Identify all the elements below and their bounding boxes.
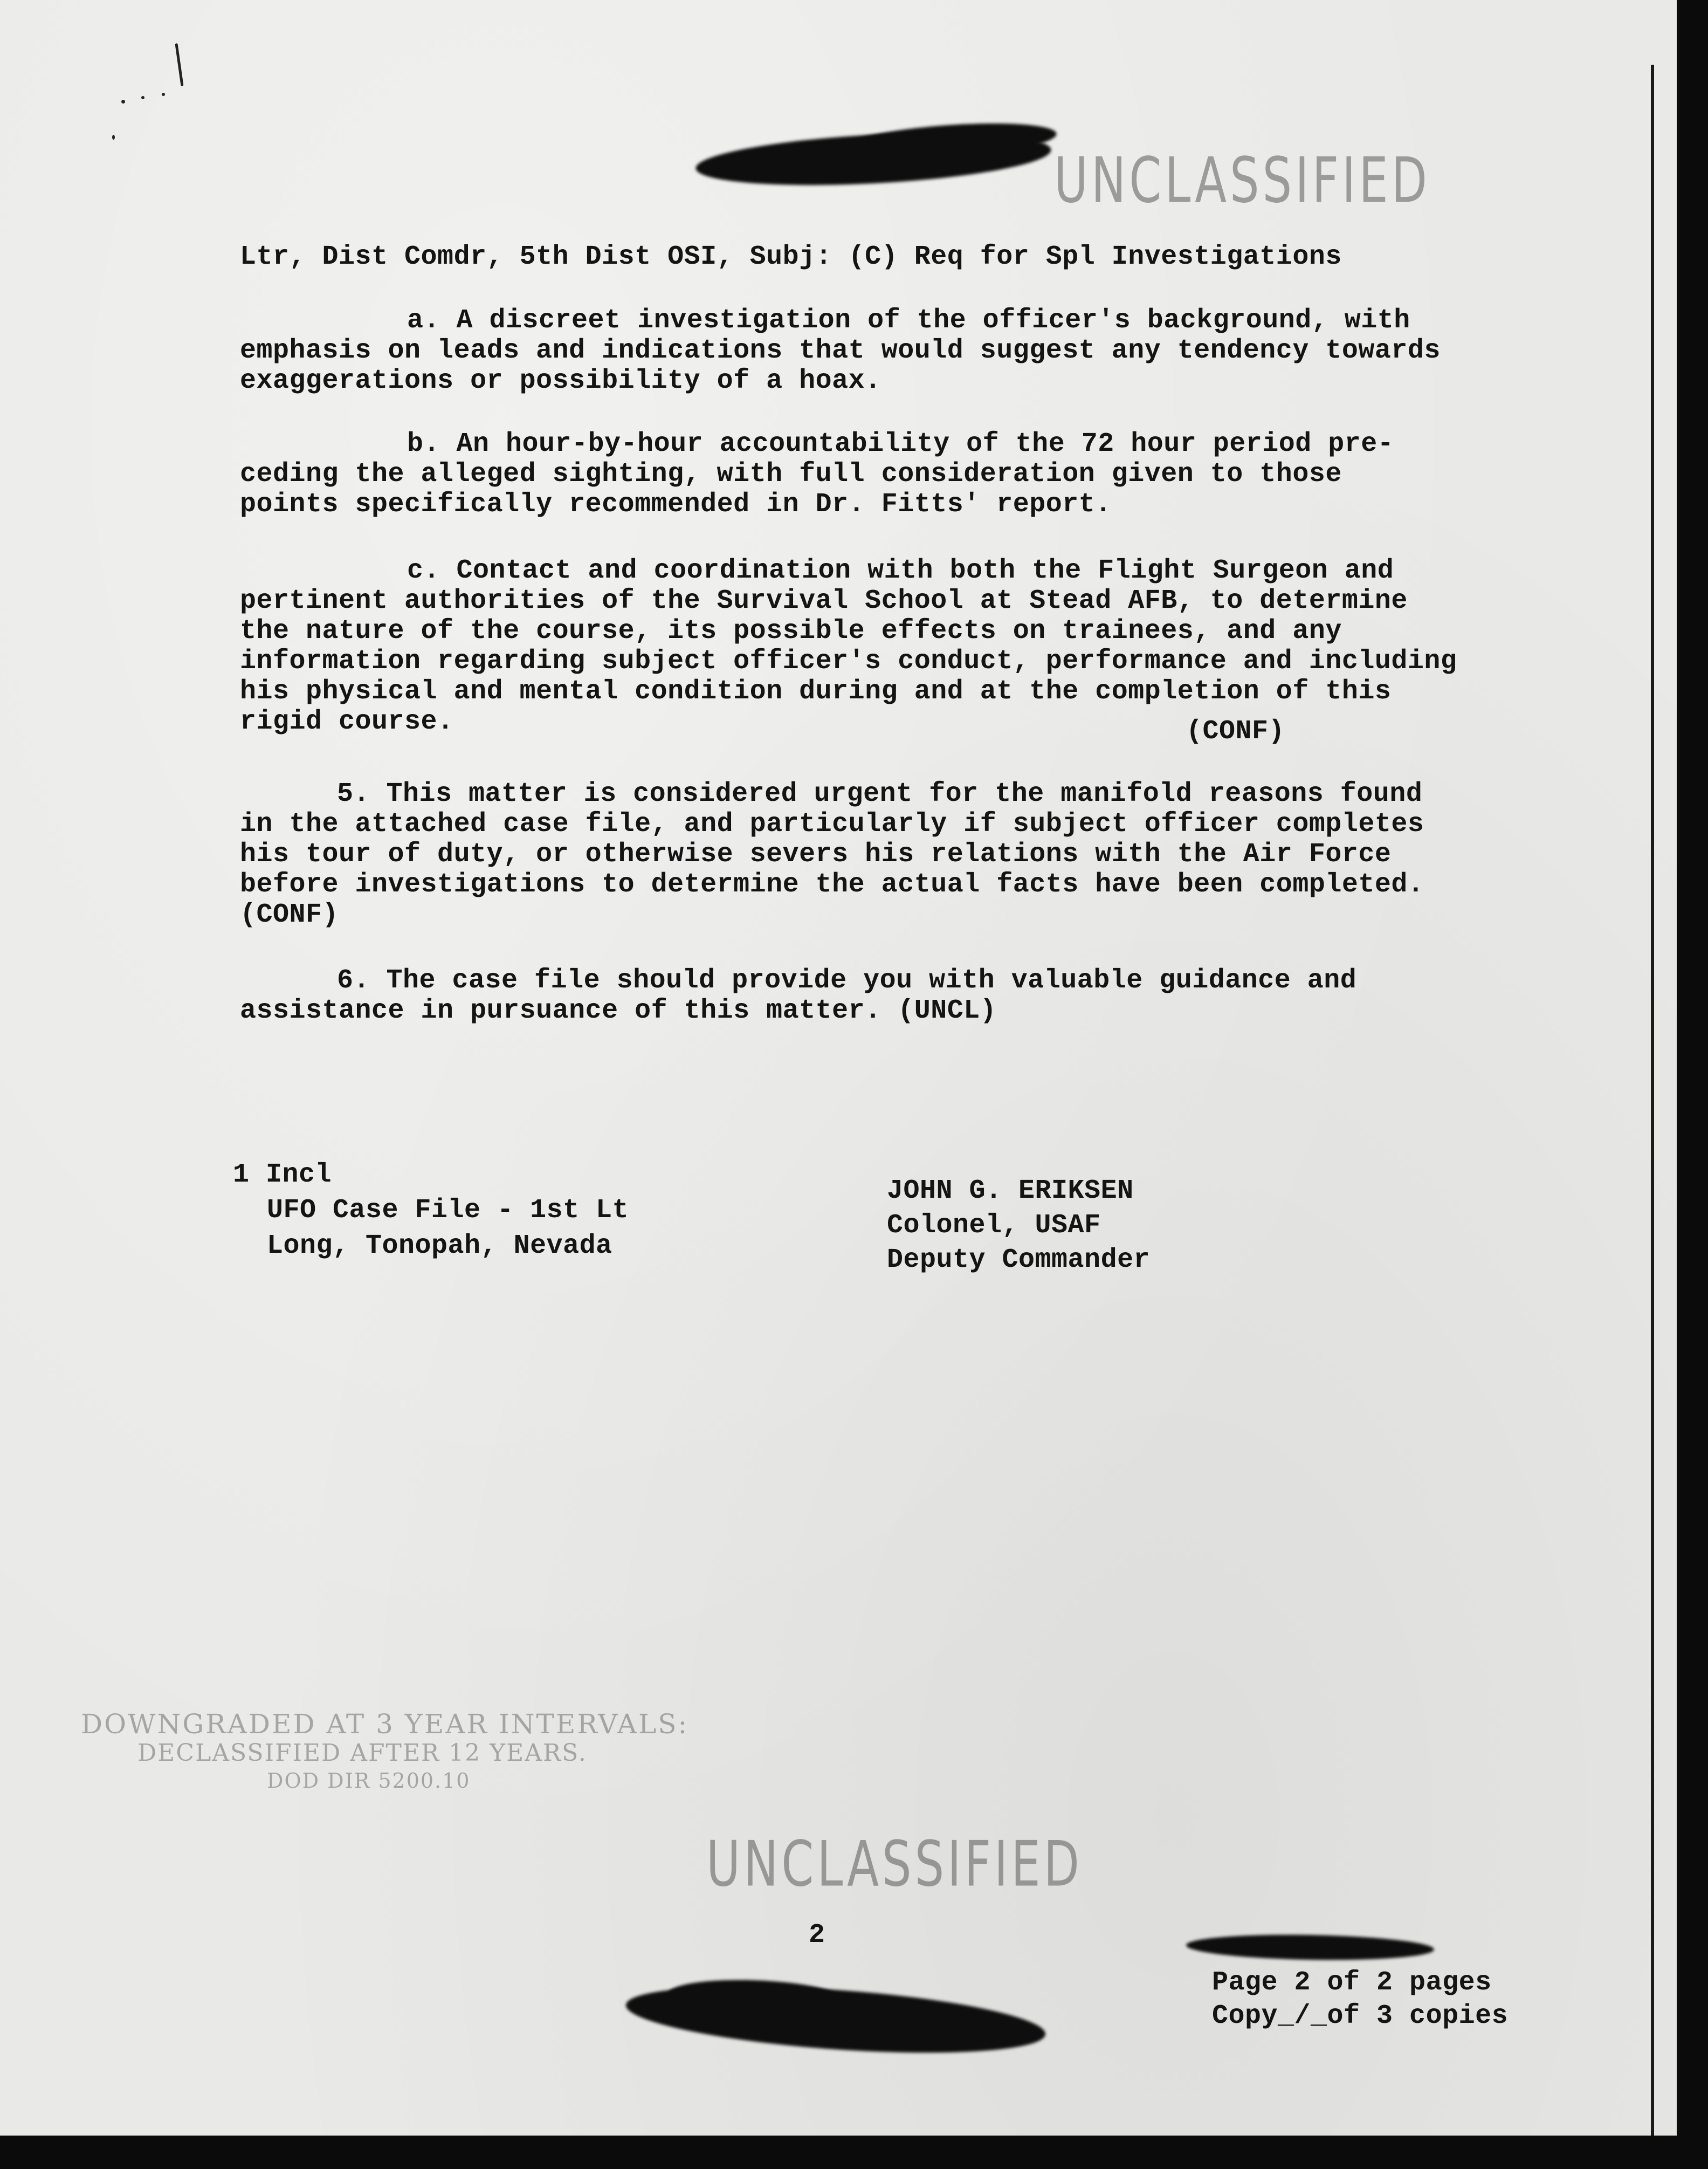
paragraph-c-line: rigid course. [240, 706, 454, 737]
paragraph-c-line: the nature of the course, its possible effects on trainees, and any [240, 616, 1342, 647]
paragraph-5-line: in the attached case file, and particularly if subject officer completes [240, 809, 1424, 840]
paragraph-5-line: (CONF) [240, 900, 339, 930]
paragraph-c-line: information regarding subject officer's conduct, performance and including [240, 646, 1457, 677]
bottom-classification-stamp: UNCLASSIFIED [706, 1828, 1083, 1901]
downgrade-stamp-line: DECLASSIFIED AFTER 12 YEARS. [137, 1739, 587, 1767]
signature-line: JOHN G. ERIKSEN [887, 1176, 1134, 1206]
paragraph-a-line: a. A discreet investigation of the officer's background, with [407, 305, 1410, 336]
downgrade-stamp-line: DOWNGRADED AT 3 YEAR INTERVALS: [81, 1708, 689, 1740]
paragraph-c-line: his physical and mental condition during and at the completion of this [240, 676, 1392, 707]
signature-line: Deputy Commander [887, 1245, 1151, 1275]
paragraph-6-line: assistance in pursuance of this matter. (UNCL) [240, 996, 997, 1026]
paragraph-b-line: points specifically recommended in Dr. Fitts' report. [240, 489, 1112, 520]
paragraph-6-line: 6. The case file should provide you with valuable guidance and [337, 965, 1357, 996]
paragraph-b-line: b. An hour-by-hour accountability of the 72 hour period pre- [407, 429, 1394, 459]
redaction-mark-page-info [1186, 1933, 1435, 1962]
stray-mark [112, 135, 115, 140]
enclosure-line: Long, Tonopah, Nevada [267, 1231, 612, 1261]
paragraph-c-line: c. Contact and coordination with both the Flight Surgeon and [407, 555, 1394, 586]
page-edge-line [1651, 65, 1654, 2136]
page-number: 2 [809, 1920, 825, 1951]
stray-mark [162, 93, 165, 96]
enclosure-line: UFO Case File - 1st Lt [267, 1195, 629, 1226]
paragraph-a-line: exaggerations or possibility of a hoax. [240, 366, 881, 396]
paragraph-a-line: emphasis on leads and indications that would suggest any tendency towards [240, 335, 1441, 366]
paragraph-b-line: ceding the alleged sighting, with full consideration given to those [240, 459, 1342, 490]
stray-mark [121, 100, 125, 104]
downgrade-stamp-line: DOD DIR 5200.10 [267, 1769, 471, 1793]
stray-mark [141, 96, 144, 99]
paragraph-5-line: 5. This matter is considered urgent for the manifold reasons found [337, 779, 1423, 809]
signature-line: Colonel, USAF [887, 1210, 1101, 1241]
paragraph-5-line: before investigations to determine the actual facts have been completed. [240, 869, 1424, 900]
enclosure-line: 1 Incl [233, 1159, 332, 1190]
paragraph-c-line: pertinent authorities of the Survival School at Stead AFB, to determine [240, 586, 1408, 616]
copy-count: Copy_/_of 3 copies [1212, 2001, 1509, 2031]
top-classification-stamp: UNCLASSIFIED [1054, 145, 1430, 217]
letter-header: Ltr, Dist Comdr, 5th Dist OSI, Subj: (C) Req for Spl Investigations [240, 242, 1342, 272]
paragraph-c-classification: (CONF) [1186, 716, 1285, 747]
stray-mark [175, 43, 183, 86]
paragraph-5-line: his tour of duty, or otherwise severs his relations with the Air Force [240, 839, 1392, 870]
page-count: Page 2 of 2 pages [1212, 1967, 1492, 1998]
